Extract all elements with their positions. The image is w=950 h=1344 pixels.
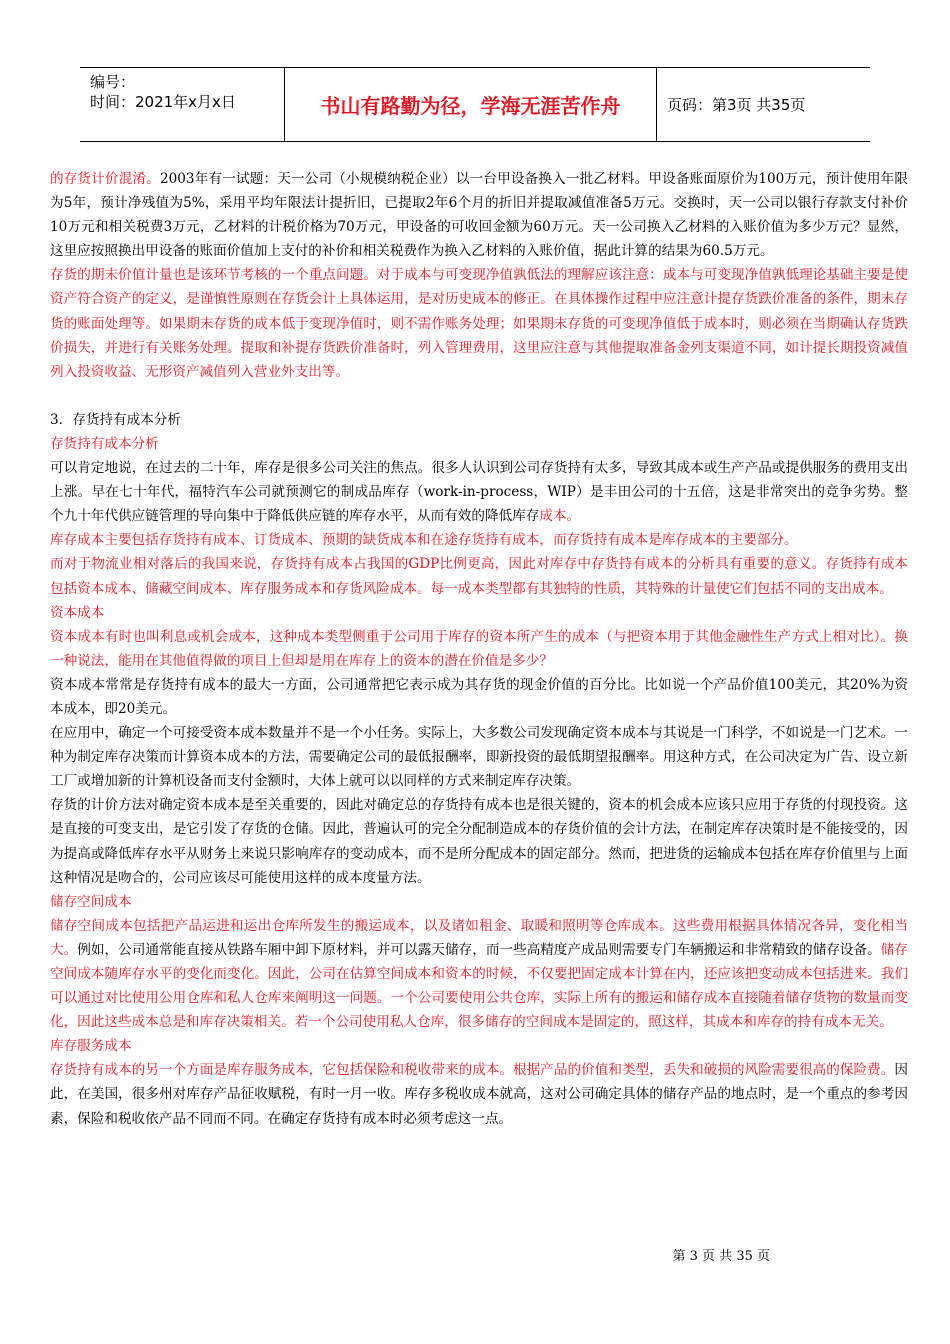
paragraph <box>50 625 908 673</box>
paragraph <box>50 914 908 1034</box>
text-segment: 存货的期末价值计量也是该环节考核的一个重点问题。对于成本与可变现净值孰低法的理解应该注意：成本与可变现净值孰低理论基础主要是使资产符合资产的定义，是谨慎性原则在存货会计上具体运用，是对历史成本的修正。在具体操作过程中应注意计提存货跌价准备的条件，期末存货的账面处理等。如果期末存货的成本低于变现净值时，则不需作账务处理；如果期末存货的可变现净值低于成本时，则必须在当期确认存货跌价损失，并进行有关账务处理。提取和补提存货跌价准备时，列入管理费用，这里应注意与其他提取准备金列支渠道不同，如计提长期投资减值列入投资收益、无形资产减值列入营业外支出等。 <box>50 267 908 380</box>
text-segment: 因此，在美国，很多州对库存产品征收赋税，有时一月一收。库存多税收成本就高，这对公司确定具体的储存产品的地点时，是一个重点的参考因素，保险和税收依产品不同而不同。在确定存货持有成本时必须考虑这一点。 <box>50 1062 908 1127</box>
text-segment: 在应用中，确定一个可接受资本成本数量并不是一个小任务。实际上，大多数公司发现确定资本成本与其说是一门科学，不如说是一门艺术。一种为制定库存决策而计算资本成本的方法，需要确定公司的最低报酬率，即新投资的最低期望报酬率。用这种方式，在公司决定为广告、设立新工厂或增加新的计算机设备而支付金额时，大体上就可以以同样的方式来制定库存决策。 <box>50 725 908 790</box>
text-segment: 例如，公司通常能直接从铁路车厢中卸下原材料，并可以露天储存，而一些高精度产成品则需要专门车辆搬运和非常精致的储存设备。 <box>77 941 881 958</box>
text-segment: 3．存货持有成本分析 <box>50 411 181 428</box>
paragraph <box>50 528 908 552</box>
text-segment: 储存空间成本 <box>50 893 132 910</box>
text-segment: 的存货计价混淆。 <box>50 171 160 187</box>
paragraph <box>50 601 908 625</box>
text-segment: 存货持有成本分析 <box>50 435 159 452</box>
page-header <box>80 67 870 142</box>
text-segment: 资本成本常常是存货持有成本的最大一方面，公司通常把它表示成为其存货的现金价值的百分比。比如说一个产品价值100美元，其20%为资本成本，即20美元。 <box>50 676 908 717</box>
text-segment: 库存成本主要包括存货持有成本、订货成本、预期的缺货成本和在途存货持有成本，而存货持有成本是库存成本的主要部分。 <box>50 532 798 549</box>
text-segment: 资本成本 <box>50 604 105 621</box>
paragraph <box>50 167 908 263</box>
paragraph <box>50 552 908 600</box>
paragraph <box>50 721 908 793</box>
paragraph <box>50 1058 908 1130</box>
paragraph <box>50 263 908 383</box>
text-segment: 存货持有成本的另一个方面是库存服务成本，它包括保险和税收带来的成本。根据产品的价值和类型，丢失和破损的风险需要很高的保险费。 <box>50 1062 895 1079</box>
header-motto: 书山有路勤为径，学海无涯苦作舟 <box>285 68 657 141</box>
header-page-number: 页码：第3页 共35页 <box>667 96 806 114</box>
text-segment: 库存服务成本 <box>50 1038 132 1055</box>
text-segment: 储存空间成本随库存水平的变化而变化。因此，公司在估算空间成本和资本的时候，不仅要把固定成本计算在内，还应该把变动成本包括进来。我们可以通过对比使用公用仓库和私人仓库来阐明这一问题。一个公司要使用公共仓库，实际上所有的搬运和储存成本直接随着储存货物的数量而变化，因此这些成本总是和库存决策相关。若一个公司使用私人仓库，很多储存的空间成本是固定的，照这样，其成本和库存的持有成本无关。 <box>50 941 909 1031</box>
header-meta <box>80 68 285 141</box>
footer-page-number: 第 3 页 共 35 页 <box>672 1249 770 1264</box>
paragraph <box>50 456 908 528</box>
paragraph <box>50 1034 908 1058</box>
text-segment: 2003年有一试题：天一公司（小规模纳税企业）以一台甲设备换入一批乙材料。甲设备账面原价为100万元，预计使用年限为5年，预计净残值为5%，采用平均年限法计提折旧，已提取2年6个月的折旧并提取减值准备5万元。交换时，天一公司以银行存款支付补价10万元和相关税费3万元，乙材料的计税价格为70万元，甲设备的可收回金额为60万元。天一公司换入乙材料的入账价值为多少万元？显然，这里应按照换出甲设备的账面价值加上支付的补价和相关税费作为换入乙材料的入账价值，据此计算的结果为60.5万元。 <box>50 171 909 260</box>
paragraph <box>50 890 908 914</box>
paragraph-spacer <box>50 384 908 408</box>
paragraph <box>50 793 908 889</box>
text-segment: 成本。 <box>539 508 581 525</box>
document-body <box>50 167 908 1131</box>
document-number-label: 编号： <box>90 73 136 91</box>
text-segment: 可以肯定地说，在过去的二十年，库存是很多公司关注的焦点。很多人认识到公司存货持有太多，导致其成本或生产产品或提供服务的费用支出上涨。早在七十年代，福特汽车公司就预测它的制成品库存（work-in-process，WIP）是丰田公司的十五倍，这是非常突出的竞争劣势。整个九十年代供应链管理的导向集中于降低供应链的库存水平，从而有效的降低库存 <box>50 460 908 525</box>
paragraph <box>50 432 908 456</box>
text-segment: 资本成本有时也叫利息或机会成本，这种成本类型侧重于公司用于库存的资本所产生的成本（与把资本用于其他金融性生产方式上相对比）。换一种说法，能用在其他值得做的项目上但却是用在库存上的资本的潜在价值是多少？ <box>50 628 908 669</box>
paragraph <box>50 408 908 432</box>
text-segment: 储存空间成本包括把产品运进和运出仓库所发生的搬运成本，以及诸如租金、取暖和照明等仓库成本。这些费用根据具体情况各异，变化相当大。 <box>50 917 908 958</box>
text-segment: 而对于物流业相对落后的我国来说，存货持有成本占我国的GDP比例更高，因此对库存中存货持有成本的分析具有重要的意义。存货持有成本包括资本成本、储藏空间成本、库存服务成本和存货风险成本。每一成本类型都有其独特的性质，其特殊的计量使它们包括不同的支出成本。 <box>50 556 908 597</box>
text-segment: 存货的计价方法对确定资本成本是至关重要的，因此对确定总的存货持有成本也是很关键的，资本的机会成本应该只应用于存货的付现投资。这是直接的可变支出，是它引发了存货的仓储。因此，普遍认可的完全分配制造成本的存货价值的会计方法，在制定库存决策时是不能接受的，因为提高或降低库存水平从财务上来说只影响库存的变动成本，而不是所分配成本的固定部分。然而，把进货的运输成本包括在库存价值里与上面这种情况是吻合的，公司应该尽可能使用这样的成本度量方法。 <box>50 797 908 886</box>
paragraph <box>50 673 908 721</box>
document-date-label: 时间：2021年x月x日 <box>90 93 236 111</box>
